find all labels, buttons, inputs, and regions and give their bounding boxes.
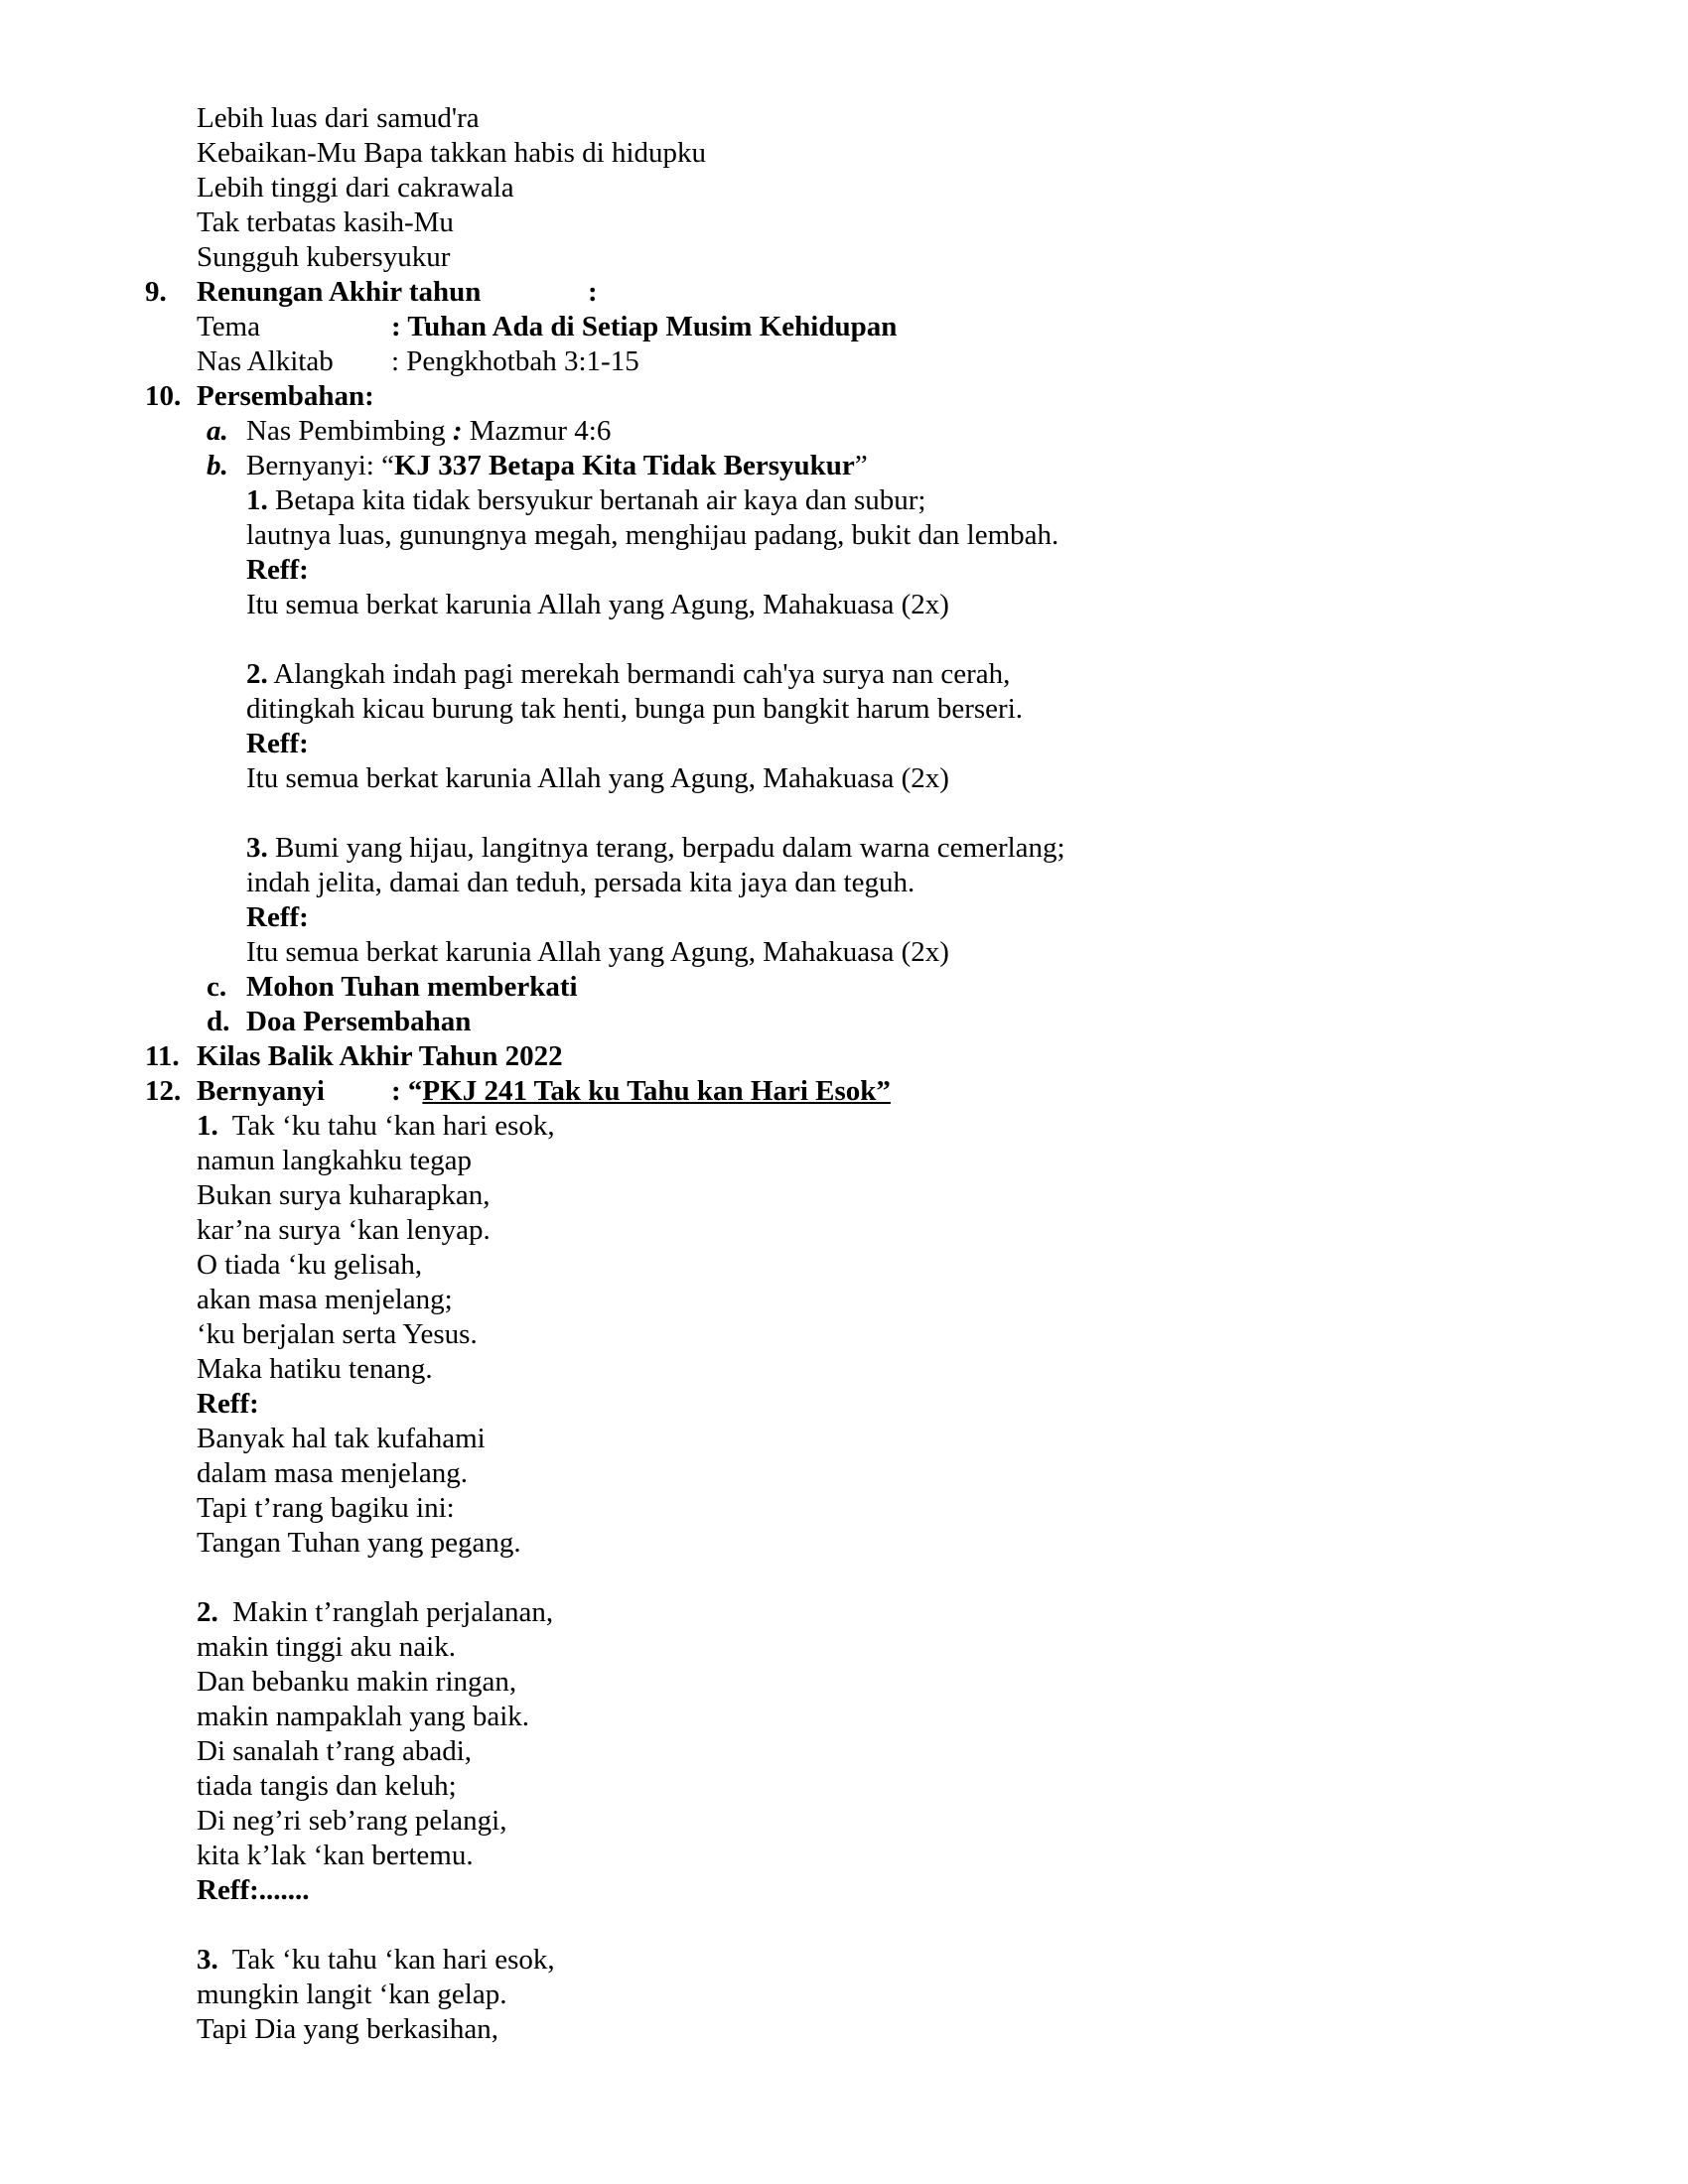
reff-line: dalam masa menjelang. bbox=[197, 1457, 468, 1489]
sing-prefix: Bernyanyi: “ bbox=[246, 450, 394, 481]
verse-line bbox=[246, 483, 926, 518]
verse-line: tiada tangis dan keluh; bbox=[197, 1770, 457, 1802]
reff-label: Reff: bbox=[246, 554, 309, 586]
reff-label: Reff: bbox=[197, 1388, 259, 1420]
lyric-line: Tak terbatas kasih-Mu bbox=[197, 206, 454, 238]
sub-item-a bbox=[246, 414, 611, 449]
verse-number: 2. bbox=[197, 1596, 218, 1628]
verse-line: mungkin langit ‘kan gelap. bbox=[197, 1979, 507, 2010]
verse-line: ditingkah kicau burung tak henti, bunga pun bangkit harum berseri. bbox=[246, 693, 1024, 725]
sub-item-marker: a. bbox=[207, 415, 228, 447]
nas-value: : Pengkhotbah 3:1-15 bbox=[391, 345, 639, 377]
verse-number: 2. bbox=[246, 658, 268, 690]
verse-line: Bukan surya kuharapkan, bbox=[197, 1179, 491, 1211]
reff-line: Tangan Tuhan yang pegang. bbox=[197, 1527, 521, 1559]
reff-label: Reff: bbox=[246, 901, 309, 933]
verse-line: kar’na surya ‘kan lenyap. bbox=[197, 1214, 491, 1246]
verse-text: Tak ‘ku tahu ‘kan hari esok, bbox=[231, 1944, 555, 1976]
verse-line: kita k’lak ‘kan bertemu. bbox=[197, 1840, 474, 1871]
nas-pembimbing-colon: : bbox=[452, 415, 463, 447]
tema-value: : Tuhan Ada di Setiap Musim Kehidupan bbox=[391, 311, 898, 342]
song-colon: : “ bbox=[391, 1075, 423, 1107]
verse-text: Tak ‘ku tahu ‘kan hari esok, bbox=[231, 1110, 555, 1142]
verse-line: Tapi Dia yang berkasihan, bbox=[197, 2013, 498, 2045]
sub-item-marker: d. bbox=[207, 1006, 230, 1037]
item-number: 9. bbox=[145, 276, 167, 308]
sing-suffix: ” bbox=[854, 450, 868, 481]
lyric-line: Lebih luas dari samud'ra bbox=[197, 102, 480, 134]
sub-item-marker: c. bbox=[207, 971, 227, 1003]
item-title: Bernyanyi bbox=[197, 1075, 325, 1107]
verse-line: Di neg’ri seb’rang pelangi, bbox=[197, 1805, 507, 1837]
item-number: 10. bbox=[145, 380, 182, 412]
item-number: 12. bbox=[145, 1075, 182, 1107]
lyric-line: Sungguh kubersyukur bbox=[197, 241, 451, 273]
verse-line: Dan bebanku makin ringan, bbox=[197, 1666, 517, 1698]
verse-text: Betapa kita tidak bersyukur bertanah air kaya dan subur; bbox=[275, 484, 926, 516]
verse-line: O tiada ‘ku gelisah, bbox=[197, 1249, 423, 1281]
verse-number: 3. bbox=[246, 832, 268, 864]
verse-line: makin tinggi aku naik. bbox=[197, 1631, 456, 1663]
item-title: Renungan Akhir tahun bbox=[197, 276, 482, 308]
nas-label: Nas Alkitab bbox=[197, 345, 334, 377]
verse-line bbox=[197, 1943, 555, 1978]
reff-line: Itu semua berkat karunia Allah yang Agung, Mahakuasa (2x) bbox=[246, 936, 949, 968]
item-number: 11. bbox=[145, 1040, 180, 1072]
reff-label: Reff: bbox=[246, 728, 309, 759]
sub-item-marker: b. bbox=[207, 450, 228, 481]
reff-line: Banyak hal tak kufahami bbox=[197, 1423, 486, 1454]
verse-text: Makin t’ranglah perjalanan, bbox=[232, 1596, 554, 1628]
song-title: PKJ 241 Tak ku Tahu kan Hari Esok” bbox=[422, 1075, 891, 1107]
item-title: Persembahan: bbox=[197, 380, 374, 412]
sub-item-d: Doa Persembahan bbox=[246, 1006, 472, 1037]
verse-text: Alangkah indah pagi merekah bermandi cah'ya surya nan cerah, bbox=[273, 658, 1011, 690]
verse-line: lautnya luas, gunungnya megah, menghijau padang, bukit dan lembah. bbox=[246, 519, 1059, 551]
verse-line bbox=[197, 1109, 555, 1144]
tema-label: Tema bbox=[197, 311, 260, 342]
sub-item-c: Mohon Tuhan memberkati bbox=[246, 971, 578, 1003]
reff-label: Reff:....... bbox=[197, 1874, 310, 1906]
song-line bbox=[391, 1074, 891, 1109]
verse-line: ‘ku berjalan serta Yesus. bbox=[197, 1318, 478, 1350]
item-colon: : bbox=[588, 276, 598, 308]
verse-line: makin nampaklah yang baik. bbox=[197, 1701, 530, 1732]
nas-pembimbing-ref: Mazmur 4:6 bbox=[469, 415, 612, 447]
verse-line bbox=[197, 1595, 553, 1630]
reff-line: Itu semua berkat karunia Allah yang Agung, Mahakuasa (2x) bbox=[246, 589, 949, 620]
verse-line: akan masa menjelang; bbox=[197, 1284, 453, 1315]
song-title: KJ 337 Betapa Kita Tidak Bersyukur bbox=[393, 450, 855, 481]
reff-line: Tapi t’rang bagiku ini: bbox=[197, 1492, 455, 1524]
reff-line: Itu semua berkat karunia Allah yang Agung, Mahakuasa (2x) bbox=[246, 762, 949, 794]
item-title: Kilas Balik Akhir Tahun 2022 bbox=[197, 1040, 563, 1072]
verse-text: Bumi yang hijau, langitnya terang, berpadu dalam warna cemerlang; bbox=[275, 832, 1065, 864]
lyric-line: Kebaikan-Mu Bapa takkan habis di hidupku bbox=[197, 137, 707, 169]
verse-line: Maka hatiku tenang. bbox=[197, 1353, 433, 1385]
verse-number: 3. bbox=[197, 1944, 218, 1976]
verse-line bbox=[246, 831, 1065, 866]
nas-pembimbing-label: Nas Pembimbing bbox=[246, 415, 446, 447]
lyric-line: Lebih tinggi dari cakrawala bbox=[197, 172, 514, 204]
verse-line: namun langkahku tegap bbox=[197, 1145, 473, 1176]
verse-line: Di sanalah t’rang abadi, bbox=[197, 1735, 473, 1767]
verse-number: 1. bbox=[197, 1110, 218, 1142]
verse-line bbox=[246, 657, 1010, 692]
sub-item-b bbox=[246, 449, 868, 483]
verse-number: 1. bbox=[246, 484, 268, 516]
verse-line: indah jelita, damai dan teduh, persada kita jaya dan teguh. bbox=[246, 867, 915, 898]
